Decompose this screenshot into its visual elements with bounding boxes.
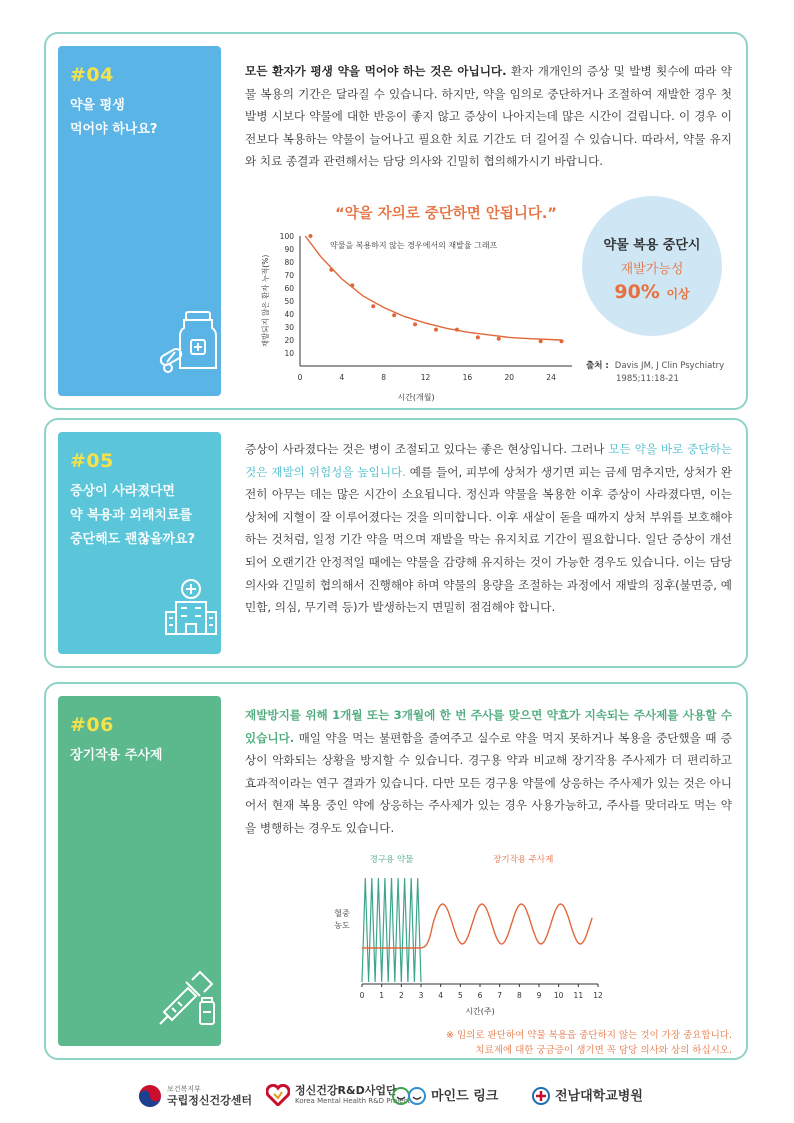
x-tick-label: 7: [497, 991, 503, 1000]
injection-concentration-chart: [286, 846, 606, 1036]
data-point: [539, 339, 543, 343]
data-point: [308, 234, 312, 238]
y-tick-label: 30: [284, 323, 294, 332]
y-tick-label: 50: [284, 297, 294, 306]
warning-quote: “약을 자의로 중단하면 안됩니다.”: [335, 206, 557, 222]
x-tick-label: 8: [516, 991, 522, 1000]
y-axis-label: 재발되지 않은 환자 누적(%): [261, 254, 270, 348]
footer-logos: [0, 1080, 794, 1116]
legend-injection: 장기작용 주사제: [493, 855, 554, 865]
data-point: [560, 339, 564, 343]
y-tick-label: 90: [284, 245, 294, 254]
section-05-card: [44, 418, 748, 668]
y-tick-label: 70: [284, 271, 294, 280]
legend-oral: 경구용 약물: [369, 855, 414, 865]
medicine-bottle-icon: [158, 310, 218, 378]
section-04-card: [44, 32, 748, 410]
x-tick-label: 12: [420, 373, 431, 382]
x-tick-label: 9: [536, 991, 542, 1000]
source-citation: 출처 : Davis JM, J Clin Psychiatry 1985;11:18-21: [586, 361, 725, 384]
x-tick-label: 4: [339, 373, 345, 382]
data-point: [413, 322, 417, 326]
y-tick-label: 10: [284, 349, 294, 358]
x-axis-label: 시간(개월): [397, 393, 435, 402]
section-06-sidebar: [58, 696, 221, 1046]
mind-link-logo: 마인드 링크: [392, 1087, 498, 1105]
cnuh-logo: 전남대학교병원: [532, 1087, 643, 1105]
section-number: #04: [70, 64, 114, 86]
data-point: [329, 268, 333, 272]
question-title: 장기작용 주사제: [70, 748, 163, 763]
section-06-card: [44, 682, 748, 1060]
y-axis-label-line1: 혈중: [334, 909, 350, 918]
relapse-rate-chart: [252, 230, 582, 410]
hospital-emblem-icon: [532, 1087, 550, 1105]
data-point: [455, 328, 459, 332]
question-title: 증상이 사라졌다면 약 복용과 외래치료를 중단해도 괜찮을까요?: [70, 484, 196, 547]
x-tick-label: 12: [593, 991, 603, 1000]
y-tick-label: 60: [284, 284, 294, 293]
smile-faces-icon: [392, 1087, 426, 1105]
x-tick-label: 24: [546, 373, 556, 382]
data-point: [371, 304, 375, 308]
section-number: #05: [70, 450, 114, 472]
data-point: [497, 337, 501, 341]
x-tick-label: 2: [398, 991, 404, 1000]
oral-series-line: [362, 878, 421, 982]
x-axis-label: 시간(주): [465, 1007, 495, 1016]
y-tick-label: 80: [284, 258, 294, 267]
x-tick-label: 0: [297, 373, 303, 382]
x-tick-label: 11: [573, 991, 584, 1000]
chart-title: 약물을 복용하지 않는 경우에서의 재발율 그래프: [330, 241, 498, 250]
section-05-sidebar: [58, 432, 221, 654]
y-tick-label: 40: [284, 310, 294, 319]
section-06-body: 재발방지를 위해 1개월 또는 3개월에 한 번 주사를 맞으면 약효가 지속되는 주사제를 사용할 수 있습니다. 매일 약을 먹는 불편함을 줄여주고 실수로 약을 먹지 못하거나 복용을 중단했을 때 증상이 악화되는 상황을 방지할 수 있습니다. 경구용 약과 비교해 장기작용 주사제가 더 편리하고 효과적이라는 연구 결과가 있습니다. 다만 모든 경구용 약물에 상응하는 주사제가 있는 것은 아니어서 현재 복용 중인 약에 상응하는 주사제가 있는 경우 사용가능하고, 주사를 맞더라도 먹는 약을 병행하는 경우도 있습니다.: [245, 708, 732, 835]
y-tick-label: 100: [279, 232, 294, 241]
x-tick-label: 3: [418, 991, 424, 1000]
section-05-body: 증상이 사라졌다는 것은 병이 조절되고 있다는 좋은 현상입니다. 그러나 모든 약을 바로 중단하는 것은 재발의 위험성을 높입니다. 예를 들어, 피부에 상처가 생기면 피는 금세 멈추지만, 상처가 완전히 아무는 데는 많은 시간이 소요됩니다. 정신과 약물을 복용한 이후 증상이 사라졌다면, 이는 상처에 지혈이 잘 이루어졌다는 것을 의미합니다. 이후 새살이 돋을 때까지 상처 부위를 보호해야 하는 것처럼, 일정 기간 약을 먹으며 재발을 막는 유지치료 기간이 필요합니다. 일단 증상이 개선되어 오랜기간 안정적일 때에는 약물을 감량해 유지하는 것이 가능한 경우도 있습니다. 이는 담당의사와 긴밀히 협의해서 진행해야 하며 약물의 용량을 조절하는 과정에서 재발의 징후(불면증, 예민함, 의심, 무기력 등)가 발생하는지 면밀히 점검해야 합니다.: [245, 442, 732, 615]
x-tick-label: 5: [457, 991, 463, 1000]
x-tick-label: 6: [477, 991, 483, 1000]
x-tick-label: 1: [379, 991, 385, 1000]
section-04-body: 모든 환자가 평생 약을 먹어야 하는 것은 아닙니다. 환자 개개인의 증상 및 발병 횟수에 따라 약물 복용의 기간은 달라질 수 있습니다. 하지만, 약을 임의로 중단하거나 조절하여 재발한 경우 첫 발병 시보다 약물에 대한 반응이 좋지 않고 증상이 나아지는데 많은 시간이 걸립니다. 이 경우 이전보다 복용하는 약물이 늘어나고 필요한 치료 기간도 더 길어질 수 있습니다. 따라서, 약물 유지와 치료 종결과 관련해서는 담당 의사와 긴밀히 협의해가시기 바랍니다.: [245, 64, 732, 169]
mental-health-rd-logo: 정신건강R&D사업단 Korea Mental Health R&D Project: [266, 1084, 410, 1106]
data-point: [350, 283, 354, 287]
x-tick-label: 16: [462, 373, 473, 382]
section-number: #06: [70, 714, 114, 736]
data-point: [392, 313, 396, 317]
x-tick-label: 20: [504, 373, 515, 382]
relapse-bubble: 약물 복용 중단시 재발가능성 90% 이상: [582, 196, 722, 336]
ncmh-logo: 보건복지부 국립정신건강센터: [138, 1084, 252, 1108]
section-04-sidebar: [58, 46, 221, 396]
x-tick-label: 10: [553, 991, 564, 1000]
x-tick-label: 4: [438, 991, 444, 1000]
footnote: ※ 임의로 판단하여 약물 복용을 중단하지 않는 것이 가장 중요합니다. 치료제에 대한 궁금증이 생기면 꼭 담당 의사와 상의 하십시오.: [446, 1030, 732, 1056]
trend-line: [305, 236, 561, 340]
data-point: [476, 335, 480, 339]
y-axis-label-line2: 농도: [334, 921, 350, 930]
syringe-icon: [156, 968, 218, 1032]
question-title: 약을 평생 먹어야 하나요?: [70, 98, 158, 137]
heart-icon: [266, 1084, 290, 1106]
x-tick-label: 8: [381, 373, 387, 382]
x-tick-label: 0: [359, 991, 365, 1000]
taegeuk-icon: [138, 1084, 162, 1108]
hospital-icon: [164, 578, 218, 640]
y-tick-label: 20: [284, 336, 294, 345]
data-point: [434, 328, 438, 332]
